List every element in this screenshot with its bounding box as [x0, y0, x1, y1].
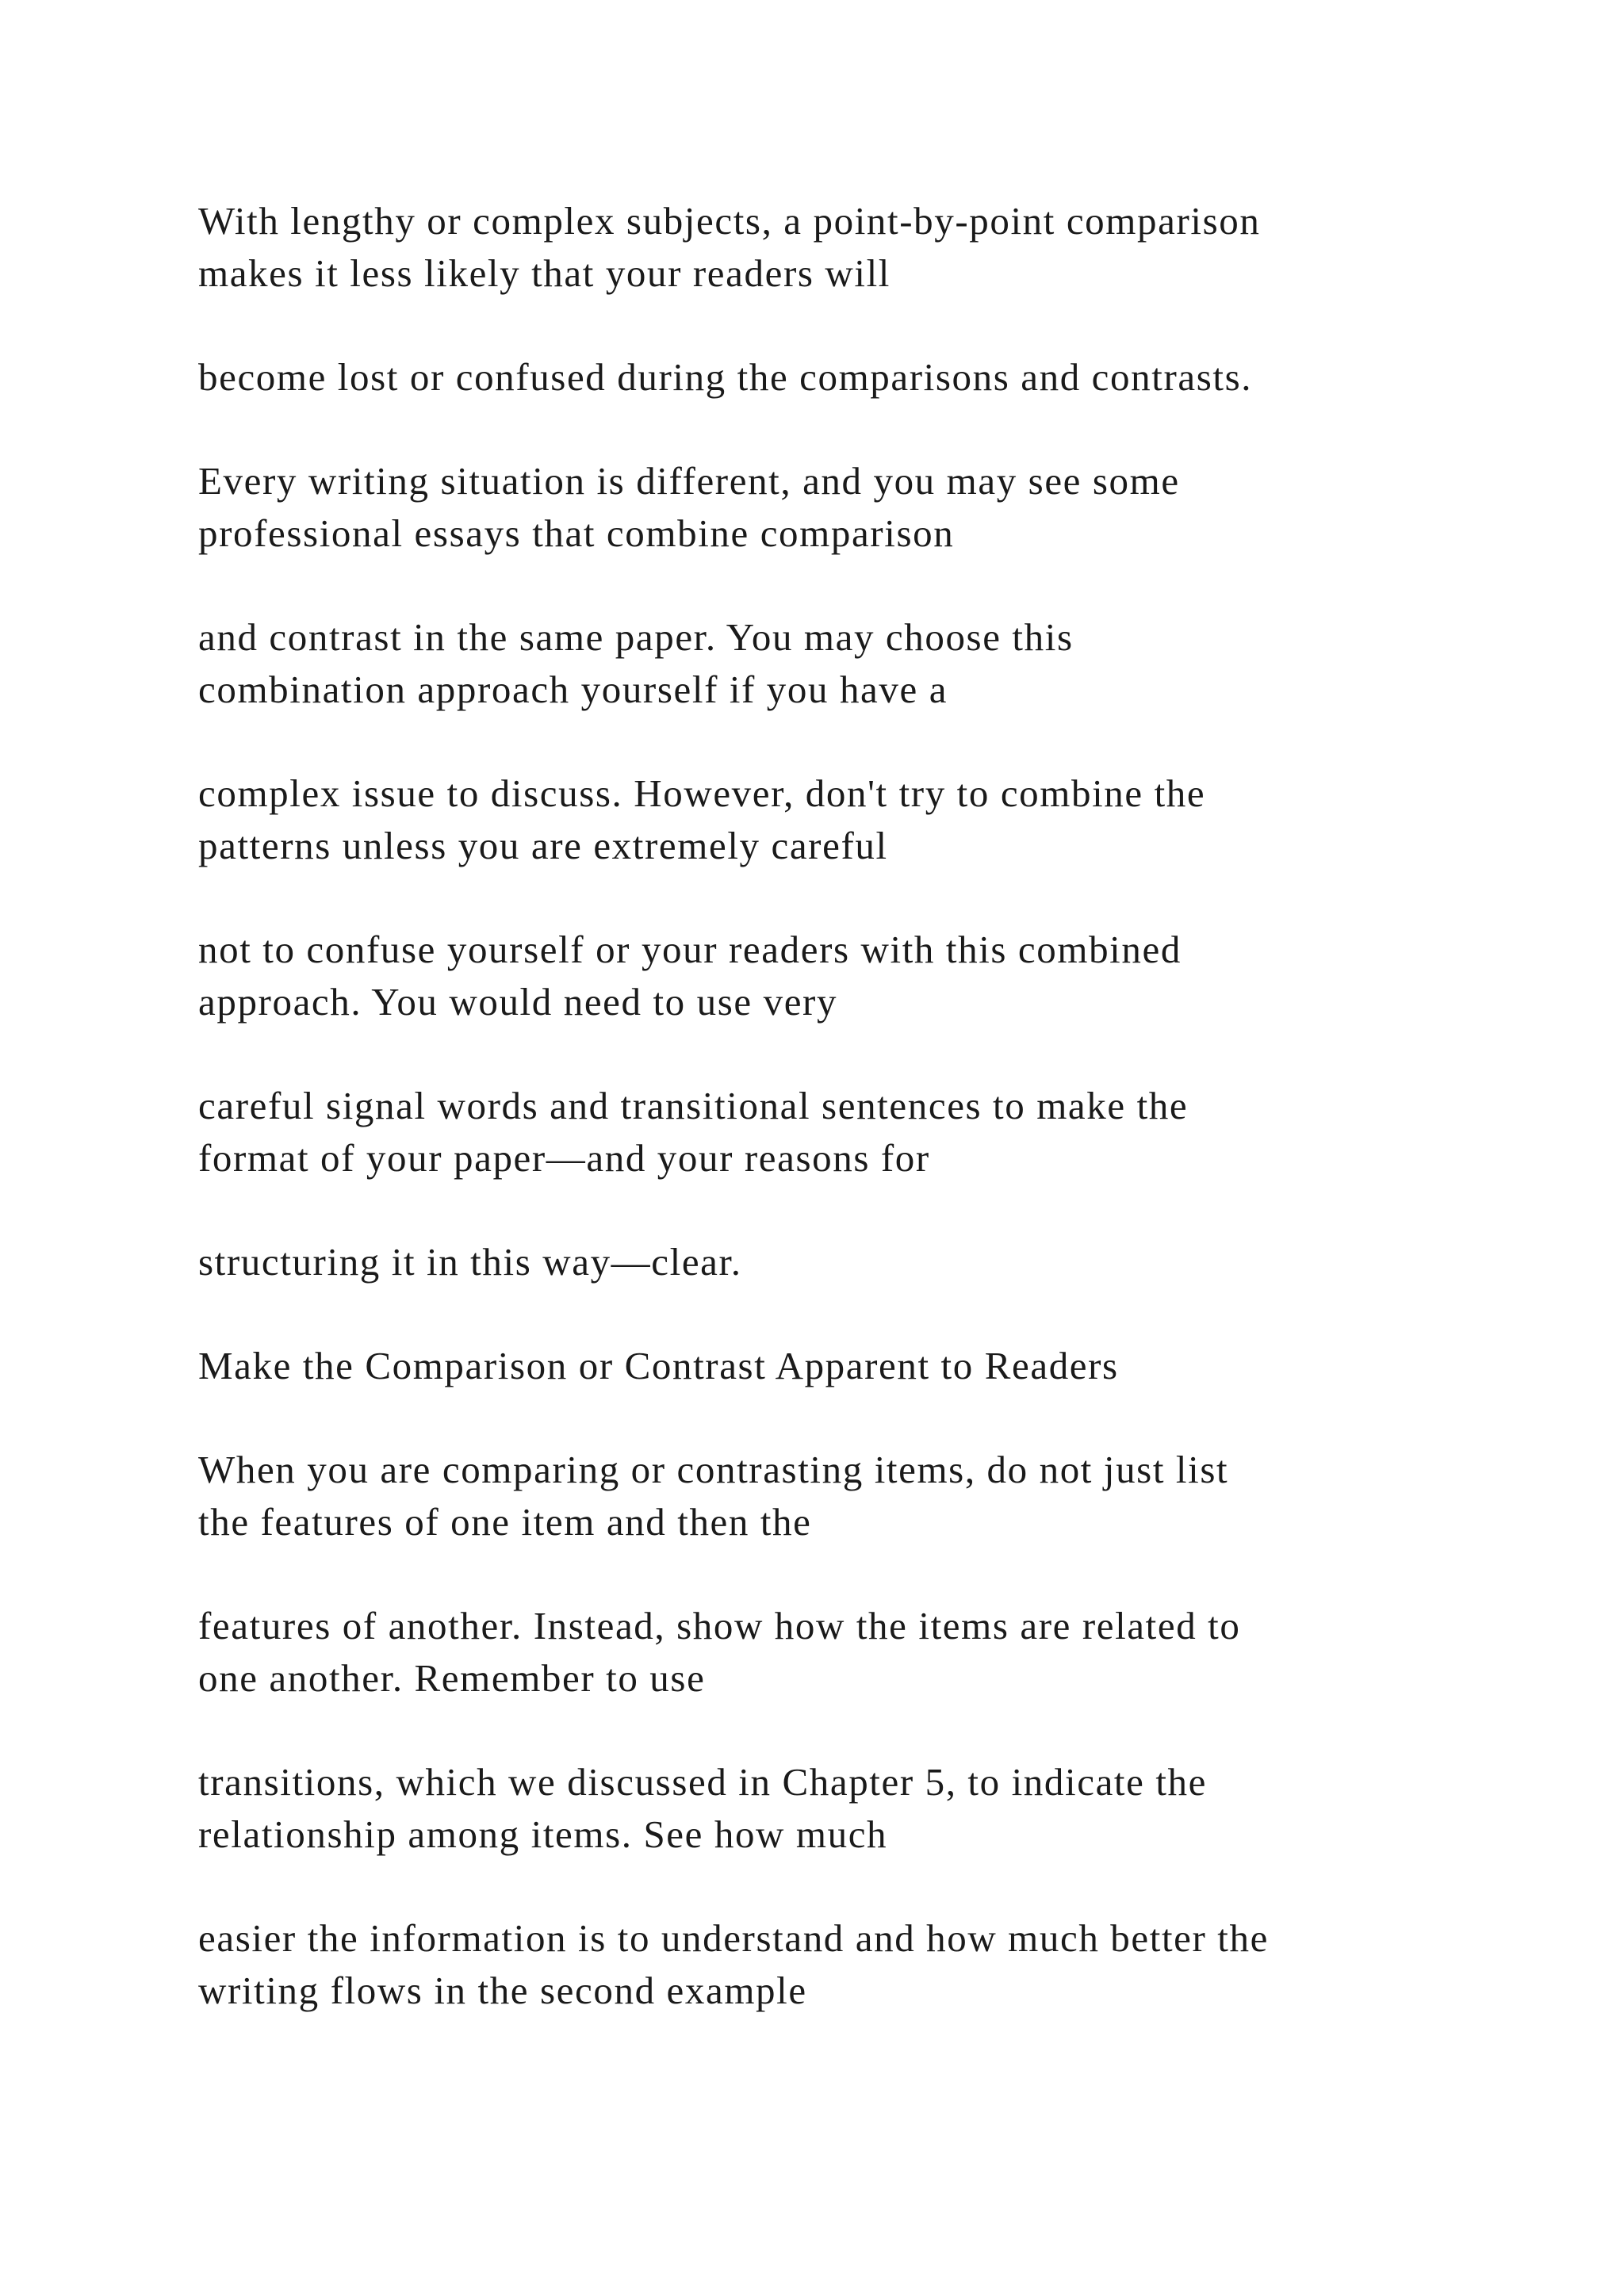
- text-line: relationship among items. See how much: [198, 1812, 888, 1856]
- text-line: approach. You would need to use very: [198, 980, 838, 1024]
- text-line: easier the information is to understand and how much better the: [198, 1916, 1269, 1960]
- paragraph: [198, 351, 1507, 404]
- text-line: not to confuse yourself or your readers with this combined: [198, 928, 1182, 971]
- text-line: Make the Comparison or Contrast Apparent to Readers: [198, 1344, 1119, 1387]
- text-line: careful signal words and transitional sentences to make the: [198, 1084, 1189, 1127]
- text-line: become lost or confused during the comparisons and contrasts.: [198, 355, 1253, 399]
- text-line: the features of one item and then the: [198, 1500, 812, 1544]
- text-line: format of your paper—and your reasons for: [198, 1136, 930, 1180]
- text-line: structuring it in this way—clear.: [198, 1240, 742, 1284]
- text-line: combination approach yourself if you have a: [198, 668, 948, 711]
- text-line: patterns unless you are extremely careful: [198, 824, 888, 867]
- paragraph: [198, 1236, 1507, 1288]
- text-line: transitions, which we discussed in Chapter 5, to indicate the: [198, 1760, 1207, 1804]
- text-line: writing flows in the second example: [198, 1969, 807, 2012]
- paragraph: [198, 1600, 1507, 1705]
- section-heading: [198, 1340, 1507, 1392]
- text-line: With lengthy or complex subjects, a point-by-point comparison: [198, 199, 1261, 243]
- text-line: complex issue to discuss. However, don't try to combine the: [198, 771, 1206, 815]
- paragraph: [198, 1912, 1507, 2017]
- text-line: features of another. Instead, show how the items are related to: [198, 1604, 1241, 1647]
- paragraph: [198, 924, 1507, 1028]
- paragraph: [198, 1444, 1507, 1548]
- text-line: makes it less likely that your readers will: [198, 251, 891, 295]
- paragraph: [198, 767, 1507, 872]
- text-line: Every writing situation is different, and you may see some: [198, 459, 1180, 503]
- text-line: and contrast in the same paper. You may choose this: [198, 615, 1074, 659]
- paragraph: [198, 1080, 1507, 1184]
- text-line: professional essays that combine comparison: [198, 511, 955, 555]
- document-body: [198, 195, 1507, 2068]
- paragraph: [198, 455, 1507, 560]
- paragraph: [198, 195, 1507, 300]
- text-line: one another. Remember to use: [198, 1656, 706, 1700]
- paragraph: [198, 1756, 1507, 1861]
- paragraph: [198, 611, 1507, 716]
- text-line: When you are comparing or contrasting items, do not just list: [198, 1448, 1229, 1491]
